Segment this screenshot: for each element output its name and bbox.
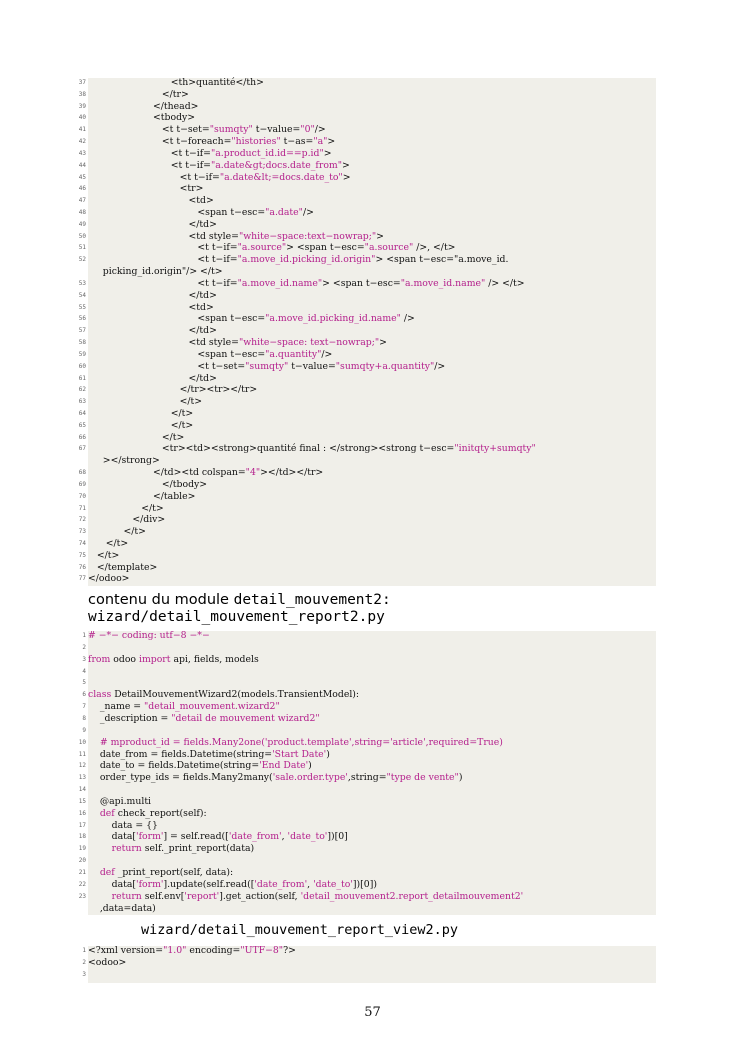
code-line: <odoo> <box>88 956 127 968</box>
code-line: order_type_ids = fields.Many2many('sale.order.type',string="type de vente") <box>88 772 463 784</box>
line-number: 54 <box>78 291 86 299</box>
line-number: 16 <box>78 809 86 817</box>
line-number: 61 <box>78 374 86 382</box>
line-number: 1 <box>82 947 86 954</box>
line-number: 66 <box>78 433 86 441</box>
code-line: <tr><td><strong>quantité final : </strong><strong t−esc="initqty+sumqty" <box>88 443 536 455</box>
line-number: 40 <box>78 114 86 122</box>
code-line: date_from = fields.Datetime(string='Start Date') <box>88 748 330 760</box>
code-line: ,data=data) <box>88 902 156 914</box>
line-number: 7 <box>82 703 86 711</box>
code-line: <td> <box>88 195 214 207</box>
line-number: 68 <box>78 469 86 477</box>
line-number: 75 <box>78 551 86 559</box>
line-number: 11 <box>78 750 86 758</box>
code-line: </td> <box>88 372 217 384</box>
line-number: 38 <box>78 90 86 98</box>
code-line: # −*− coding: utf−8 −*− <box>88 630 210 641</box>
line-number: 42 <box>78 138 86 146</box>
line-number: 47 <box>78 197 86 205</box>
line-number: 74 <box>78 539 86 547</box>
line-number: 23 <box>78 892 86 900</box>
code-line: </t> <box>88 431 185 443</box>
code-line: </t> <box>88 396 203 408</box>
line-number: 39 <box>78 102 86 110</box>
line-number: 63 <box>78 398 86 406</box>
code-line: <th>quantité</th> <box>88 77 264 88</box>
heading-prefix: contenu du module <box>88 592 234 608</box>
code-line: _description = "detail de mouvement wizard2" <box>88 712 320 724</box>
code-line: </t> <box>88 549 120 561</box>
line-number: 58 <box>78 339 86 347</box>
line-number: 72 <box>78 516 86 524</box>
line-number: 73 <box>78 528 86 536</box>
line-number: 15 <box>78 797 86 805</box>
code-line: </tbody> <box>88 478 208 490</box>
line-number: 8 <box>82 714 86 722</box>
code-line: <td style="white−space:text−nowrap;"> <box>88 230 384 242</box>
line-number: 12 <box>78 762 86 770</box>
line-number: 70 <box>78 492 86 500</box>
line-number: 51 <box>78 244 86 252</box>
line-number: 65 <box>78 421 86 429</box>
code-line: def _print_report(self, data): <box>99 867 234 878</box>
code-line: from odoo import api, fields, models <box>88 653 259 665</box>
line-number: 57 <box>78 327 86 335</box>
line-number: 45 <box>78 173 86 181</box>
line-number: 2 <box>82 643 86 651</box>
code-line: <t t−if="a.move_id.name"> <span t−esc="a.move_id.name" /> </t> <box>88 277 525 289</box>
code-line: </t> <box>88 526 146 538</box>
line-number: 17 <box>78 821 86 829</box>
line-number: 5 <box>82 679 86 687</box>
line-number: 3 <box>82 970 86 978</box>
line-number: 55 <box>78 303 86 311</box>
code-line: </td> <box>88 289 217 301</box>
file-subheading: wizard/detail_mouvement_report_view2.py <box>141 922 458 938</box>
heading-module-name: detail_mouvement2: <box>233 592 391 608</box>
line-number: 50 <box>78 232 86 240</box>
code-line: <t t−set="sumqty" t−value="sumqty+a.quantity"/> <box>88 360 446 372</box>
line-number: 71 <box>78 504 86 512</box>
code-line: </t> <box>88 502 164 514</box>
line-number: 1 <box>82 632 86 639</box>
code-line: <tr> <box>88 183 204 195</box>
code-line: _name = "detail_mouvement.wizard2" <box>88 701 280 713</box>
code-line: </table> <box>88 490 196 502</box>
line-number: 20 <box>78 857 86 865</box>
code-line: </thead> <box>88 100 199 112</box>
line-number: 69 <box>78 480 86 488</box>
code-line: </template> <box>88 561 158 573</box>
page-number: 57 <box>364 1005 381 1020</box>
code-line: def check_report(self): <box>99 807 207 819</box>
code-line: <t t−if="a.move_id.picking_id.origin"> <span t−esc="a.move_id. <box>88 254 509 266</box>
line-number: 62 <box>78 386 86 394</box>
line-number: 10 <box>78 738 86 746</box>
code-line: data['form'] = self.read(['date_from', 'date_to'])[0] <box>88 831 348 843</box>
line-number: 67 <box>78 445 86 453</box>
code-line: <span t−esc="a.date"/> <box>88 207 314 219</box>
line-number: 19 <box>78 845 86 853</box>
code-line: return self.env['report'].get_action(self, 'detail_mouvement2.report_detailmouvement2' <box>111 890 524 902</box>
section-heading-file <box>88 609 385 625</box>
code-line: </t> <box>88 537 129 549</box>
line-number: 21 <box>78 869 86 876</box>
section-heading <box>88 592 391 608</box>
line-number: 64 <box>78 409 86 417</box>
code-line: <tbody> <box>88 112 196 124</box>
line-number: 3 <box>82 655 86 663</box>
line-number: 37 <box>78 79 86 86</box>
code-line: <td style="white−space: text−nowrap;"> <box>88 337 387 349</box>
code-line: <span t−esc="a.quantity"/> <box>88 348 333 360</box>
code-line: data['form'].update(self.read(['date_from', 'date_to'])[0]) <box>88 878 377 890</box>
code-line: class DetailMouvementWizard2(models.TransientModel): <box>88 689 360 701</box>
code-line: <?xml version="1.0" encoding="UTF−8"?> <box>88 945 296 956</box>
line-number: 14 <box>78 786 86 794</box>
code-line: </tr><tr></tr> <box>88 384 258 396</box>
code-line: </td><td colspan="4"></td></tr> <box>88 467 324 479</box>
code-line: </td> <box>88 325 217 337</box>
line-number: 77 <box>78 575 86 583</box>
line-number: 13 <box>78 774 86 782</box>
line-number: 76 <box>78 563 86 571</box>
line-number: 49 <box>78 220 86 228</box>
line-number: 46 <box>78 185 86 193</box>
code-line: <t t−if="a.product_id.id==p.id"> <box>88 147 332 159</box>
heading-file-path: wizard/detail_mouvement_report2.py <box>88 609 385 625</box>
line-number: 48 <box>78 209 86 217</box>
code-line: <t t−if="a.source"> <span t−esc="a.source" />, </t> <box>88 242 456 254</box>
line-number: 41 <box>78 126 86 134</box>
code-line: date_to = fields.Datetime(string='End Date') <box>88 760 312 772</box>
line-number: 2 <box>82 958 86 966</box>
line-number: 52 <box>78 256 86 264</box>
code-line: <span t−esc="a.move_id.picking_id.name" /> <box>88 313 415 325</box>
code-line: </t> <box>88 407 194 419</box>
line-number: 4 <box>82 667 86 675</box>
code-line: </tr> <box>88 88 189 100</box>
line-number: 53 <box>78 279 86 287</box>
code-line: <t t−set="sumqty" t−value="0"/> <box>88 124 326 136</box>
code-line: @api.multi <box>88 795 152 807</box>
code-block-xml-template <box>78 77 656 586</box>
code-line: <td> <box>88 301 214 313</box>
code-block-python <box>78 630 656 915</box>
code-line: <t t−if="a.date&gt;docs.date_from"> <box>88 159 350 171</box>
line-number: 6 <box>82 691 86 699</box>
code-line: # mproduct_id = fields.Many2one('product.template',string='article',required=True) <box>99 736 503 748</box>
code-line: <t t−if="a.date&lt;=docs.date_to"> <box>88 171 351 183</box>
code-line: </t> <box>88 419 194 431</box>
line-number: 59 <box>78 350 86 358</box>
line-number: 60 <box>78 362 86 370</box>
code-line: picking_id.origin"/> </t> <box>88 266 223 278</box>
line-number: 9 <box>82 726 86 734</box>
code-line: </td> <box>88 218 217 230</box>
line-number: 22 <box>78 880 86 888</box>
line-number: 44 <box>78 161 86 169</box>
code-line: </div> <box>88 514 166 526</box>
code-line: data = {} <box>88 819 158 831</box>
code-line: </odoo> <box>88 573 130 585</box>
code-line: <t t−foreach="histories" t−as="a"> <box>88 136 336 148</box>
code-line: ></strong> <box>88 455 160 467</box>
line-number: 56 <box>78 315 86 323</box>
line-number: 43 <box>78 149 86 157</box>
code-block-xml-view <box>82 945 656 983</box>
line-number: 18 <box>78 833 86 841</box>
code-line: return self._print_report(data) <box>111 843 255 855</box>
